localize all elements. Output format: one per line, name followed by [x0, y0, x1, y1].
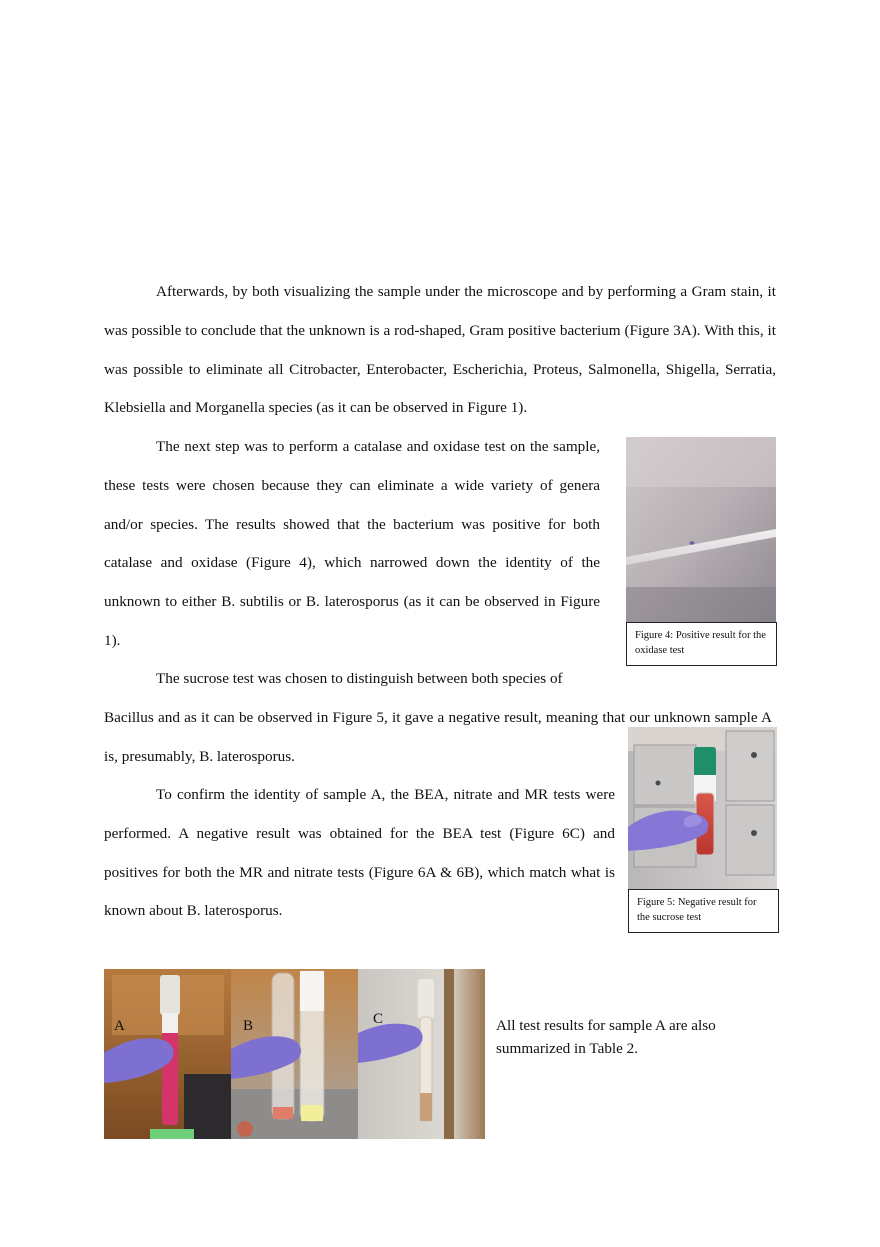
summary-text: All test results for sample A are also summarized in Table 2.: [496, 1017, 716, 1057]
figure-6-panel-b: [231, 969, 358, 1139]
figure-6-panel-a: [104, 969, 231, 1139]
figure-6-label-b: B: [243, 1018, 254, 1034]
paragraph-catalase-oxidase: The next step was to perform a catalase and oxidase test on the sample, these tests were chosen because they can eliminate a wide variety of genera and/or species. The results showed that the bacterium was positive for both catalase and oxidase (Figure 4), which narrowed down the identity of the unknown to either B. subtilis or B. laterosporus (as it can be observed in Figure 1).: [104, 438, 600, 649]
paragraph-sucrose-rest: Bacillus and as it can be observed in Figure 5, it gave a negative result, meaning that our unknown sample A is, presumably, B. laterosporus.: [104, 708, 772, 765]
figure-4-oxidase-photo: [626, 437, 776, 623]
figure-6-test-photos: [104, 969, 485, 1139]
figure-6-label-c: C: [373, 1011, 384, 1027]
paragraph-sucrose-first-line: The sucrose test was chosen to distinguish between both species of: [156, 670, 563, 687]
figure-6-panel-c: [358, 969, 485, 1139]
paragraph-confirmation-tests: To confirm the identity of sample A, the BEA, nitrate and MR tests were performed. A negative result was obtained for the BEA test (Figure 6C) and positives for both the MR and nitrate tests (Figure 6A & 6B), which match what is known about B. laterosporus.: [104, 786, 615, 920]
figure-4-caption: Figure 4: Positive result for the oxidase test: [626, 622, 777, 666]
figure-6-label-a: A: [114, 1018, 125, 1034]
figure-5-sucrose-photo: [628, 727, 777, 890]
paragraph-gram-stain: Afterwards, by both visualizing the sample under the microscope and by performing a Gram stain, it was possible to conclude that the unknown is a rod-shaped, Gram positive bacterium (Figure 3A). With this, it was possible to eliminate all Citrobacter, Enterobacter, Escherichia, Proteus, Salmonella, Shigella, Serratia, Klebsiella and Morganella species (as it can be observed in Figure 1).: [104, 283, 776, 417]
figure-5-caption: Figure 5: Negative result for the sucrose test: [628, 889, 779, 933]
